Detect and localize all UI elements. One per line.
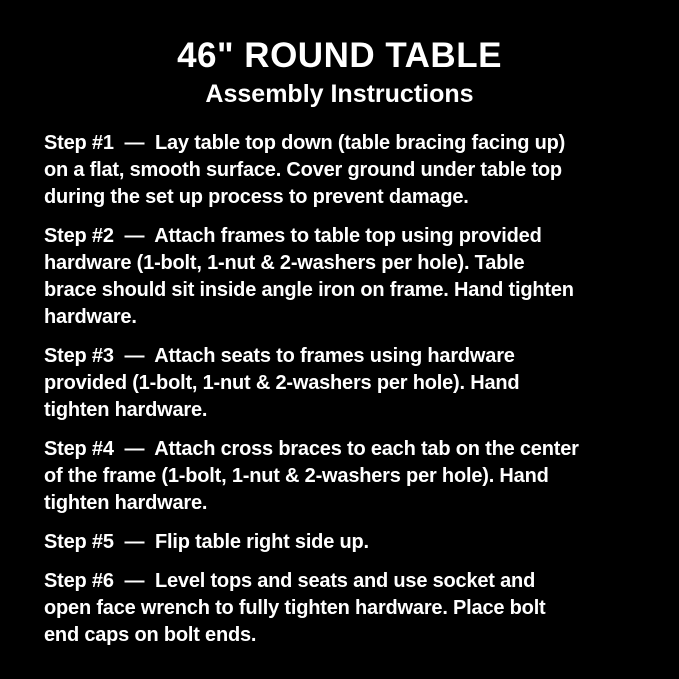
steps-list <box>0 108 679 649</box>
step-3: Step #3 — Attach seats to frames using hardware provided (1-bolt, 1-nut & 2-washers per hole). Hand tighten hardware. <box>44 345 520 421</box>
page-title: 46" ROUND TABLE <box>177 36 502 75</box>
step-4: Step #4 — Attach cross braces to each tab on the center of the frame (1-bolt, 1-nut & 2-washers per hole). Hand tighten hardware. <box>44 438 579 514</box>
step-6: Step #6 — Level tops and seats and use socket and open face wrench to fully tighten hardware. Place bolt end caps on bolt ends. <box>44 570 546 646</box>
step-2: Step #2 — Attach frames to table top using provided hardware (1-bolt, 1-nut & 2-washers per hole). Table brace should sit inside angle iron on frame. Hand tighten hardware. <box>44 225 574 328</box>
step-1: Step #1 — Lay table top down (table bracing facing up) on a flat, smooth surface. Cover ground under table top during the set up process to prevent damage. <box>44 132 566 208</box>
page-subtitle: Assembly Instructions <box>205 80 474 108</box>
step-5: Step #5 — Flip table right side up. <box>44 531 369 553</box>
